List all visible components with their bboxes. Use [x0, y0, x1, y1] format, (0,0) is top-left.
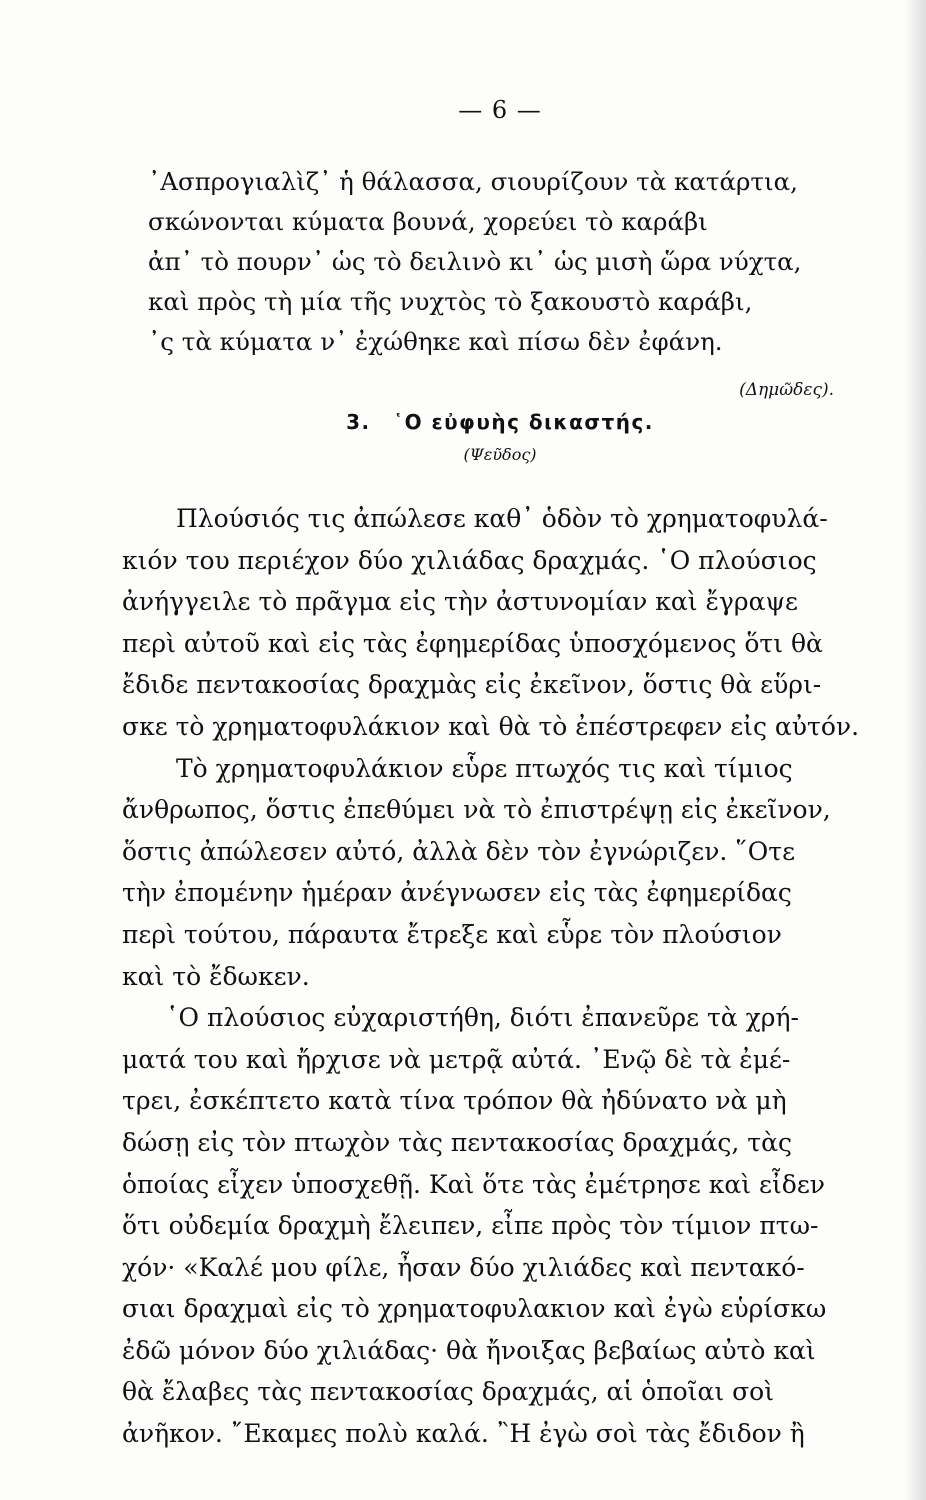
text-line: ἄνθρωπος, ὅστις ἐπεθύμει νὰ τὸ ἐπιστρέψῃ εἰς ἐκεῖνον,: [122, 795, 831, 825]
text-line: σιαι δραχμαὶ εἰς τὸ χρηματοφυλακιον καὶ ἐγὼ εὑρίσκω: [122, 1294, 827, 1324]
text-line: ὅτι οὐδεμία δραχμὴ ἔλειπεν, εἶπε πρὸς τὸν τίμιον πτω-: [122, 1211, 819, 1241]
poem-line: καὶ πρὸς τὴ μία τῆς νυχτὸς τὸ ξακουστὸ καράβι,: [148, 287, 753, 316]
text-line: περὶ τούτου, πάραυτα ἔτρεξε καὶ εὗρε τὸν πλούσιον: [122, 919, 782, 949]
text-line: ῾Ο πλούσιος εὐχαριστήθη, διότι ἐπανεῦρε τὰ χρή-: [166, 1003, 799, 1033]
text-line: τρει, ἐσκέπτετο κατὰ τίνα τρόπον θὰ ἠδύνατο νὰ μὴ: [122, 1086, 787, 1116]
poem-line: ᾿Ασπρογιαλὶζ᾿ ἡ θάλασσα, σιουρίζουν τὰ κατάρτια,: [148, 167, 798, 196]
text-line: σκε τὸ χρηματοφυλάκιον καὶ θὰ τὸ ἐπέστρεφεν εἰς αὐτόν.: [122, 711, 860, 741]
text-line: Τὸ χρηματοφυλάκιον εὗρε πτωχός τις καὶ τίμιος: [176, 753, 793, 783]
text-line: κιόν του περιέχον δύο χιλιάδας δραχμάς. ῾Ο πλούσιος: [122, 545, 817, 575]
text-line: ὁποίας εἶχεν ὑποσχεθῇ. Καὶ ὅτε τὰς ἐμέτρησε καὶ εἶδεν: [122, 1169, 825, 1199]
section-heading: [0, 410, 926, 434]
text-line: Πλούσιός τις ἀπώλεσε καθ᾿ ὁδὸν τὸ χρηματοφυλά-: [176, 504, 828, 533]
text-line: ἀνῆκον. ῎Εκαμες πολὺ καλά. ῍Η ἐγὼ σοὶ τὰς ἔδιδον ἢ: [122, 1419, 805, 1449]
text-line: ὅστις ἀπώλεσεν αὐτό, ἀλλὰ δὲν τὸν ἐγνώριζεν. ῞Οτε: [122, 836, 796, 866]
text-line: ἔδιδε πεντακοσίας δραχμὰς εἰς ἐκεῖνον, ὅστις θὰ εὕρι-: [122, 670, 822, 700]
text-line: καὶ τὸ ἔδωκεν.: [122, 961, 310, 991]
section-source: (Ψεῦδος): [463, 445, 537, 464]
section-title: ῾Ο εὐφυὴς δικαστής.: [393, 410, 654, 434]
text-line: τὴν ἐπομένην ἡμέραν ἀνέγνωσεν εἰς τὰς ἐφημερίδας: [122, 878, 792, 908]
poem-source: (Δημῶδες).: [739, 380, 834, 400]
text-line: ἀνήγγειλε τὸ πρᾶγμα εἰς τὴν ἀστυνομίαν καὶ ἔγραψε: [122, 587, 799, 617]
section-number: 3.: [346, 410, 371, 434]
text-line: χόν· «Καλέ μου φίλε, ἦσαν δύο χιλιάδες καὶ πεντακό-: [122, 1252, 805, 1282]
poem-line: ᾿ς τὰ κύματα ν᾿ ἐχώθηκε καὶ πίσω δὲν ἐφάνη.: [148, 327, 723, 356]
poem-line: σκώνονται κύματα βουνά, χορεύει τὸ καράβι: [148, 207, 708, 236]
text-line: ἐδῶ μόνον δύο χιλιάδας· θὰ ἤνοιξας βεβαίως αὐτὸ καὶ: [122, 1335, 816, 1365]
poem-line: ἀπ᾿ τὸ πουρν᾿ ὡς τὸ δειλινὸ κι᾿ ὡς μισὴ ὥρα νύχτα,: [148, 247, 802, 276]
text-line: θὰ ἔλαβες τὰς πεντακοσίας δραχμάς, αἱ ὁποῖαι σοὶ: [122, 1377, 775, 1407]
page-edge-shadow: [904, 0, 926, 1500]
page-number: — 6 —: [458, 96, 542, 124]
text-line: ματά του καὶ ἤρχισε νὰ μετρᾷ αὐτά. ᾿Ενῷ δὲ τὰ ἐμέ-: [122, 1044, 791, 1074]
text-line: δώσῃ εἰς τὸν πτωχὸν τὰς πεντακοσίας δραχμάς, τὰς: [122, 1127, 792, 1157]
poem: [148, 162, 848, 362]
story-text: [122, 498, 892, 1455]
text-line: περὶ αὐτοῦ καὶ εἰς τὰς ἐφημερίδας ὑποσχόμενος ὅτι θὰ: [122, 628, 823, 658]
